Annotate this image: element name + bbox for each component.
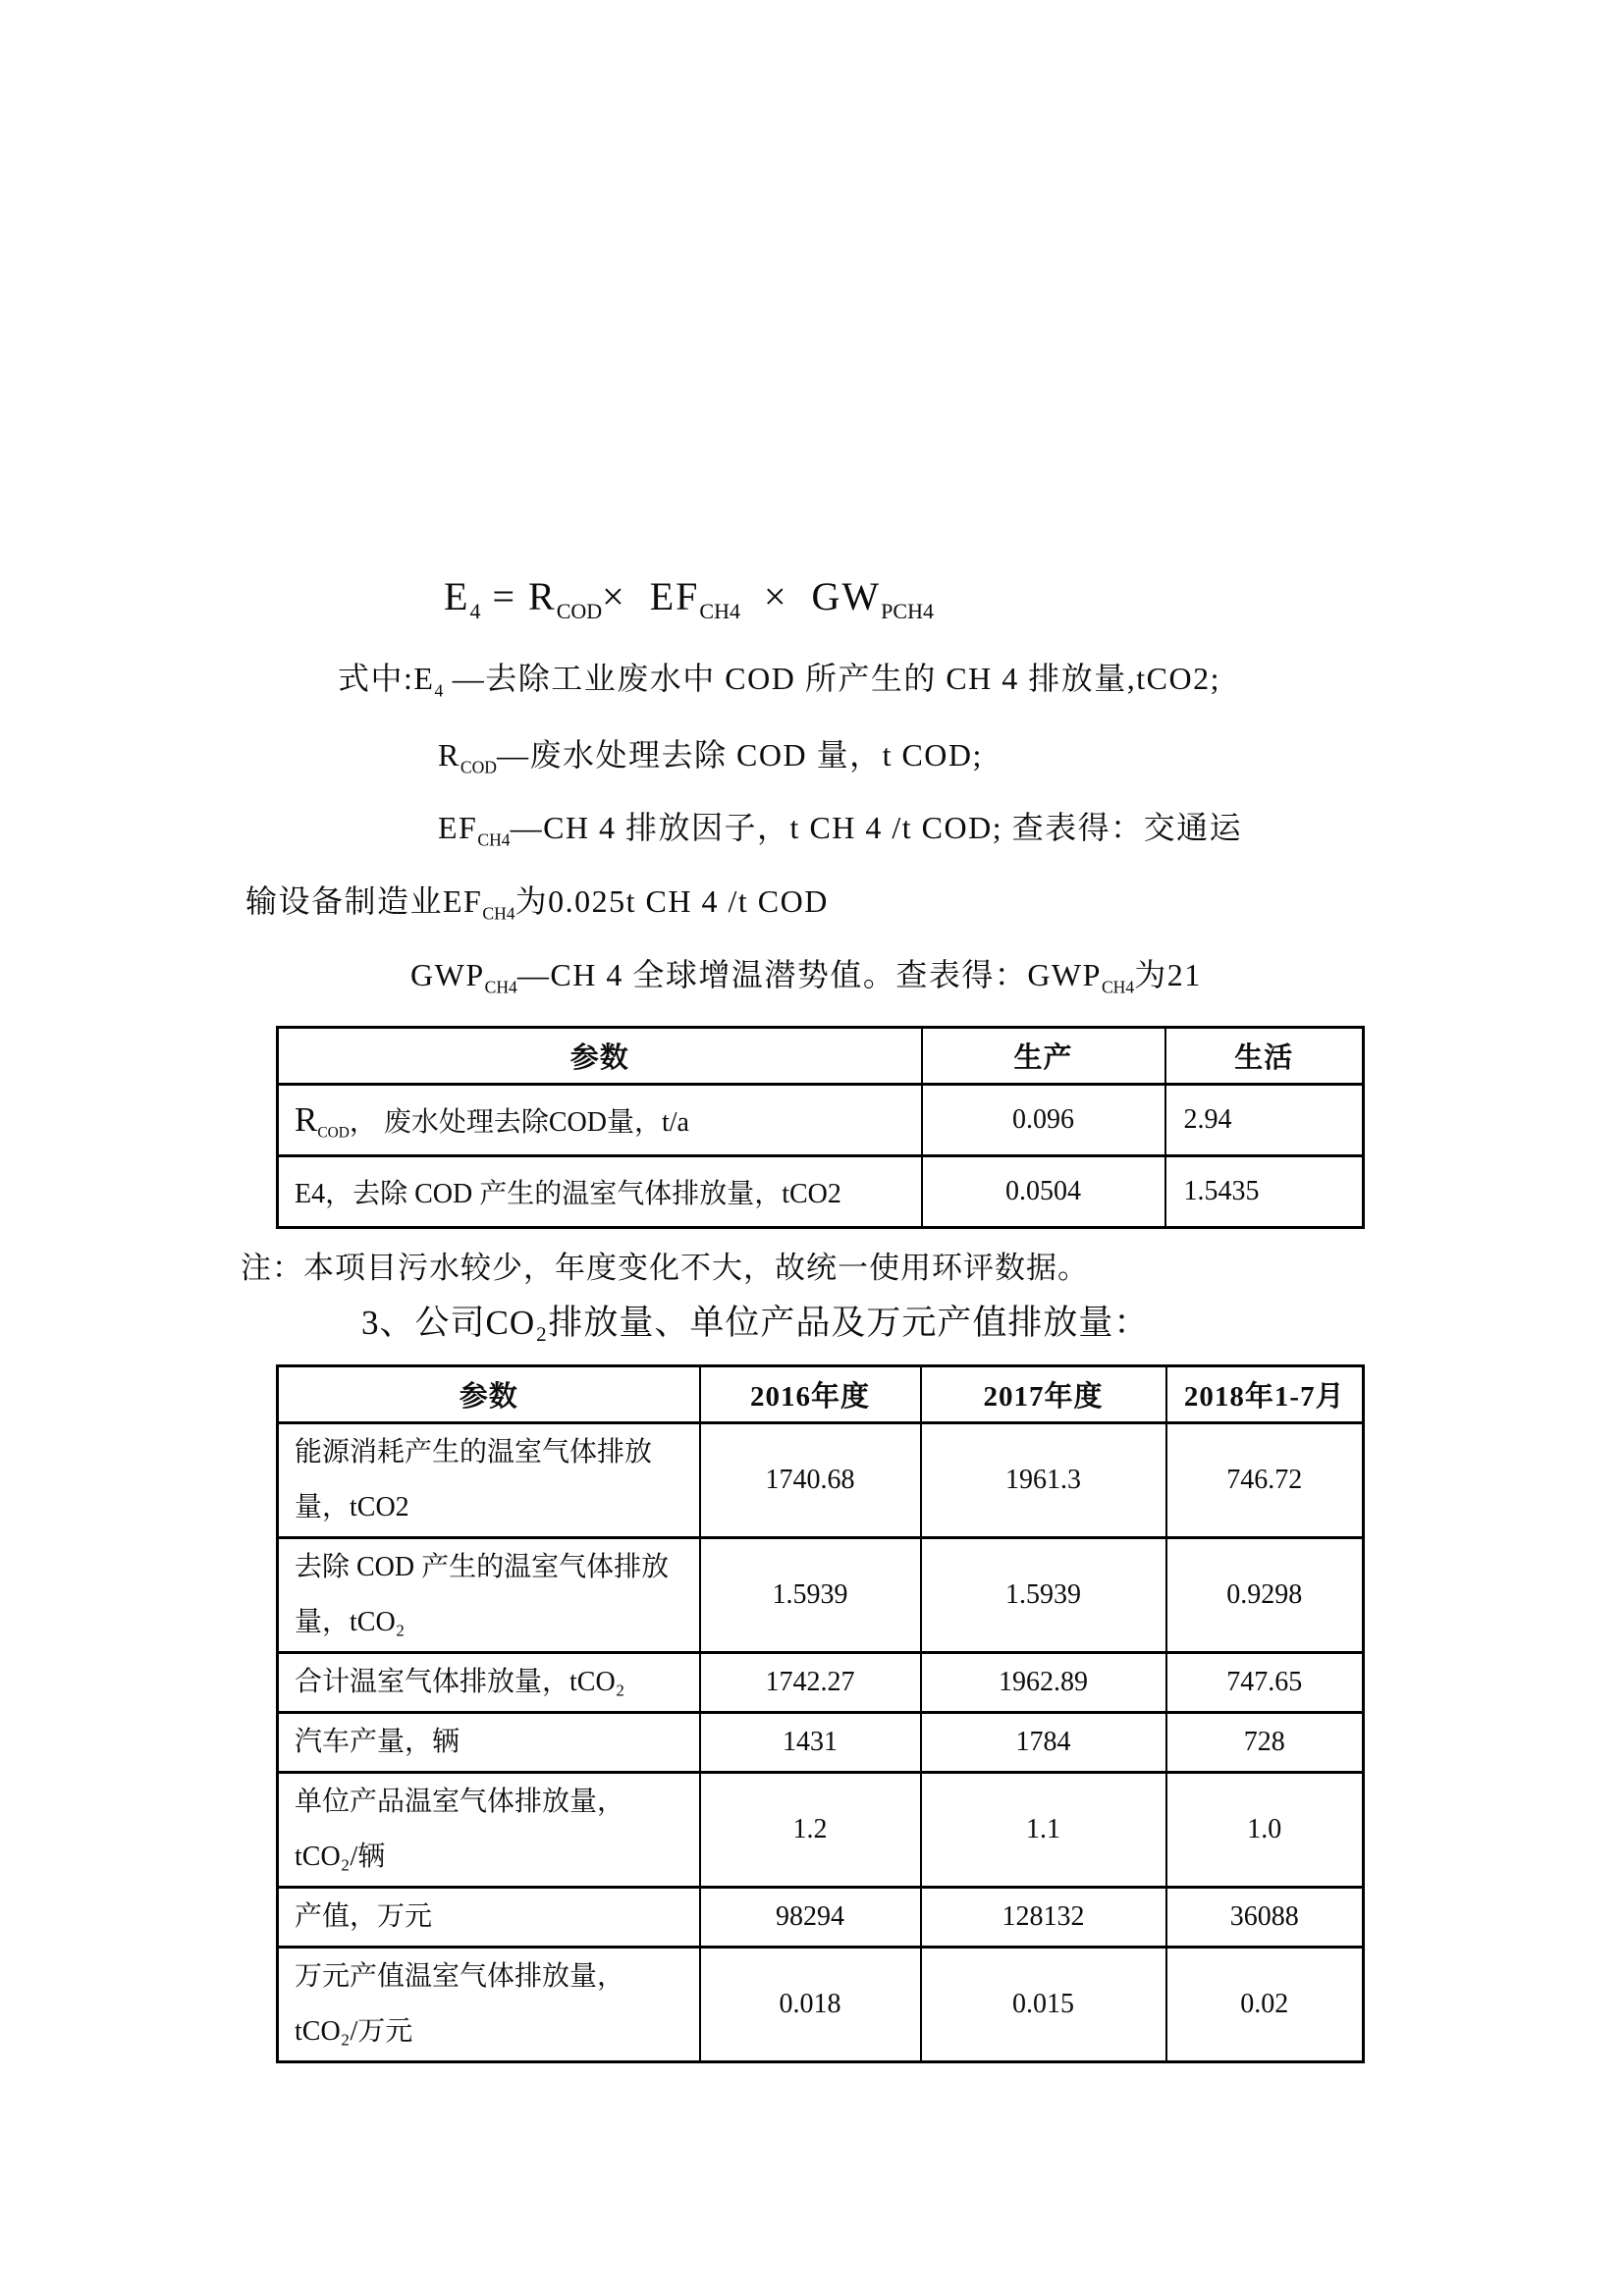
production-value-cell: 0.096	[922, 1085, 1165, 1156]
value-2017-cell: 0.015	[921, 1948, 1166, 2062]
value-2017-cell: 1.1	[921, 1773, 1166, 1888]
table1-header-row	[278, 1028, 1364, 1085]
value-2018-cell: 1.0	[1166, 1773, 1364, 1888]
value-2017-cell: 1962.89	[921, 1653, 1166, 1713]
cod-parameters-table	[276, 1026, 1365, 1229]
living-value-cell: 2.94	[1165, 1085, 1364, 1156]
param-cell: 合计温室气体排放量，tCO₂	[278, 1653, 700, 1713]
param-cell: $R_{COD}$， 废水处理去除COD量，t/a	[278, 1085, 922, 1156]
table1-row-e4	[278, 1156, 1364, 1228]
value-2016-cell: 1431	[700, 1713, 921, 1773]
param-cell: E4，去除 COD 产生的温室气体排放量，tCO2	[278, 1156, 922, 1228]
value-2018-cell: 0.02	[1166, 1948, 1364, 2062]
definition-line-gwp: $GWP_{CH4}—CH$ 4 全球增温潜势值。查表得：$GWP_{CH4}$为21	[410, 957, 1202, 997]
param-cell: 能源消耗产生的温室气体排放量，tCO2	[278, 1423, 700, 1538]
table2-row-vehicles	[278, 1713, 1364, 1773]
definition-line-efch4-continued: 输设备制造业$EF_{CH4}$为0.025t CH 4 /t COD	[245, 883, 829, 924]
table2-header-2018: 2018年1-7月	[1166, 1366, 1364, 1423]
table2-header-2017: 2017年度	[921, 1366, 1166, 1423]
value-2018-cell: 746.72	[1166, 1423, 1364, 1538]
table2-header-row	[278, 1366, 1364, 1423]
value-2018-cell: 0.9298	[1166, 1538, 1364, 1653]
definition-line-efch4: $EF_{CH4}—CH$ 4 排放因子，t CH 4 /t COD; 查表得：交通运	[438, 810, 1243, 850]
table2-row-total	[278, 1653, 1364, 1713]
table1-header-living: 生活	[1165, 1028, 1364, 1085]
table2-row-per-10k-yuan	[278, 1948, 1364, 2062]
value-2016-cell: 1.5939	[700, 1538, 921, 1653]
production-value-cell: 0.0504	[922, 1156, 1165, 1228]
value-2016-cell: 98294	[700, 1888, 921, 1948]
table2-header-param: 参数	[278, 1366, 700, 1423]
living-value-cell: 1.5435	[1165, 1156, 1364, 1228]
value-2018-cell: 728	[1166, 1713, 1364, 1773]
table1-header-param: 参数	[278, 1028, 922, 1085]
param-cell: 产值，万元	[278, 1888, 700, 1948]
table1-row-rcod	[278, 1085, 1364, 1156]
definition-line-e4: 式中$:E_4$ —去除工业废水中 COD 所产生的 CH 4 排放量,tCO2;	[338, 661, 1221, 701]
param-cell: 单位产品温室气体排放量，tCO₂/辆	[278, 1773, 700, 1888]
table1-header-production: 生产	[922, 1028, 1165, 1085]
table2-row-per-unit	[278, 1773, 1364, 1888]
section-heading: 3、公司CO₂排放量、单位产品及万元产值排放量：	[361, 1304, 1150, 1342]
value-2017-cell: 1961.3	[921, 1423, 1166, 1538]
value-2016-cell: 1742.27	[700, 1653, 921, 1713]
company-emissions-table	[276, 1364, 1365, 2063]
definition-line-rcod: $R_{COD}—$废水处理去除 COD 量，t COD;	[438, 737, 983, 777]
value-2018-cell: 36088	[1166, 1888, 1364, 1948]
value-2017-cell: 128132	[921, 1888, 1166, 1948]
table2-row-output-value	[278, 1888, 1364, 1948]
value-2016-cell: 1740.68	[700, 1423, 921, 1538]
value-2017-cell: 1784	[921, 1713, 1166, 1773]
value-2016-cell: 1.2	[700, 1773, 921, 1888]
value-2018-cell: 747.65	[1166, 1653, 1364, 1713]
param-cell: 万元产值温室气体排放量，tCO₂/万元	[278, 1948, 700, 2062]
value-2016-cell: 0.018	[700, 1948, 921, 2062]
emission-formula: $E_4 = R_{COD}\times EF_{CH4} \times GW_{PCH4}$	[444, 574, 934, 623]
table2-row-cod	[278, 1538, 1364, 1653]
param-cell: 汽车产量，辆	[278, 1713, 700, 1773]
table2-row-energy	[278, 1423, 1364, 1538]
table2-header-2016: 2016年度	[700, 1366, 921, 1423]
value-2017-cell: 1.5939	[921, 1538, 1166, 1653]
param-cell: 去除 COD 产生的温室气体排放量，tCO₂	[278, 1538, 700, 1653]
table1-note: 注：本项目污水较少，年度变化不大，故统一使用环评数据。	[241, 1251, 1089, 1285]
